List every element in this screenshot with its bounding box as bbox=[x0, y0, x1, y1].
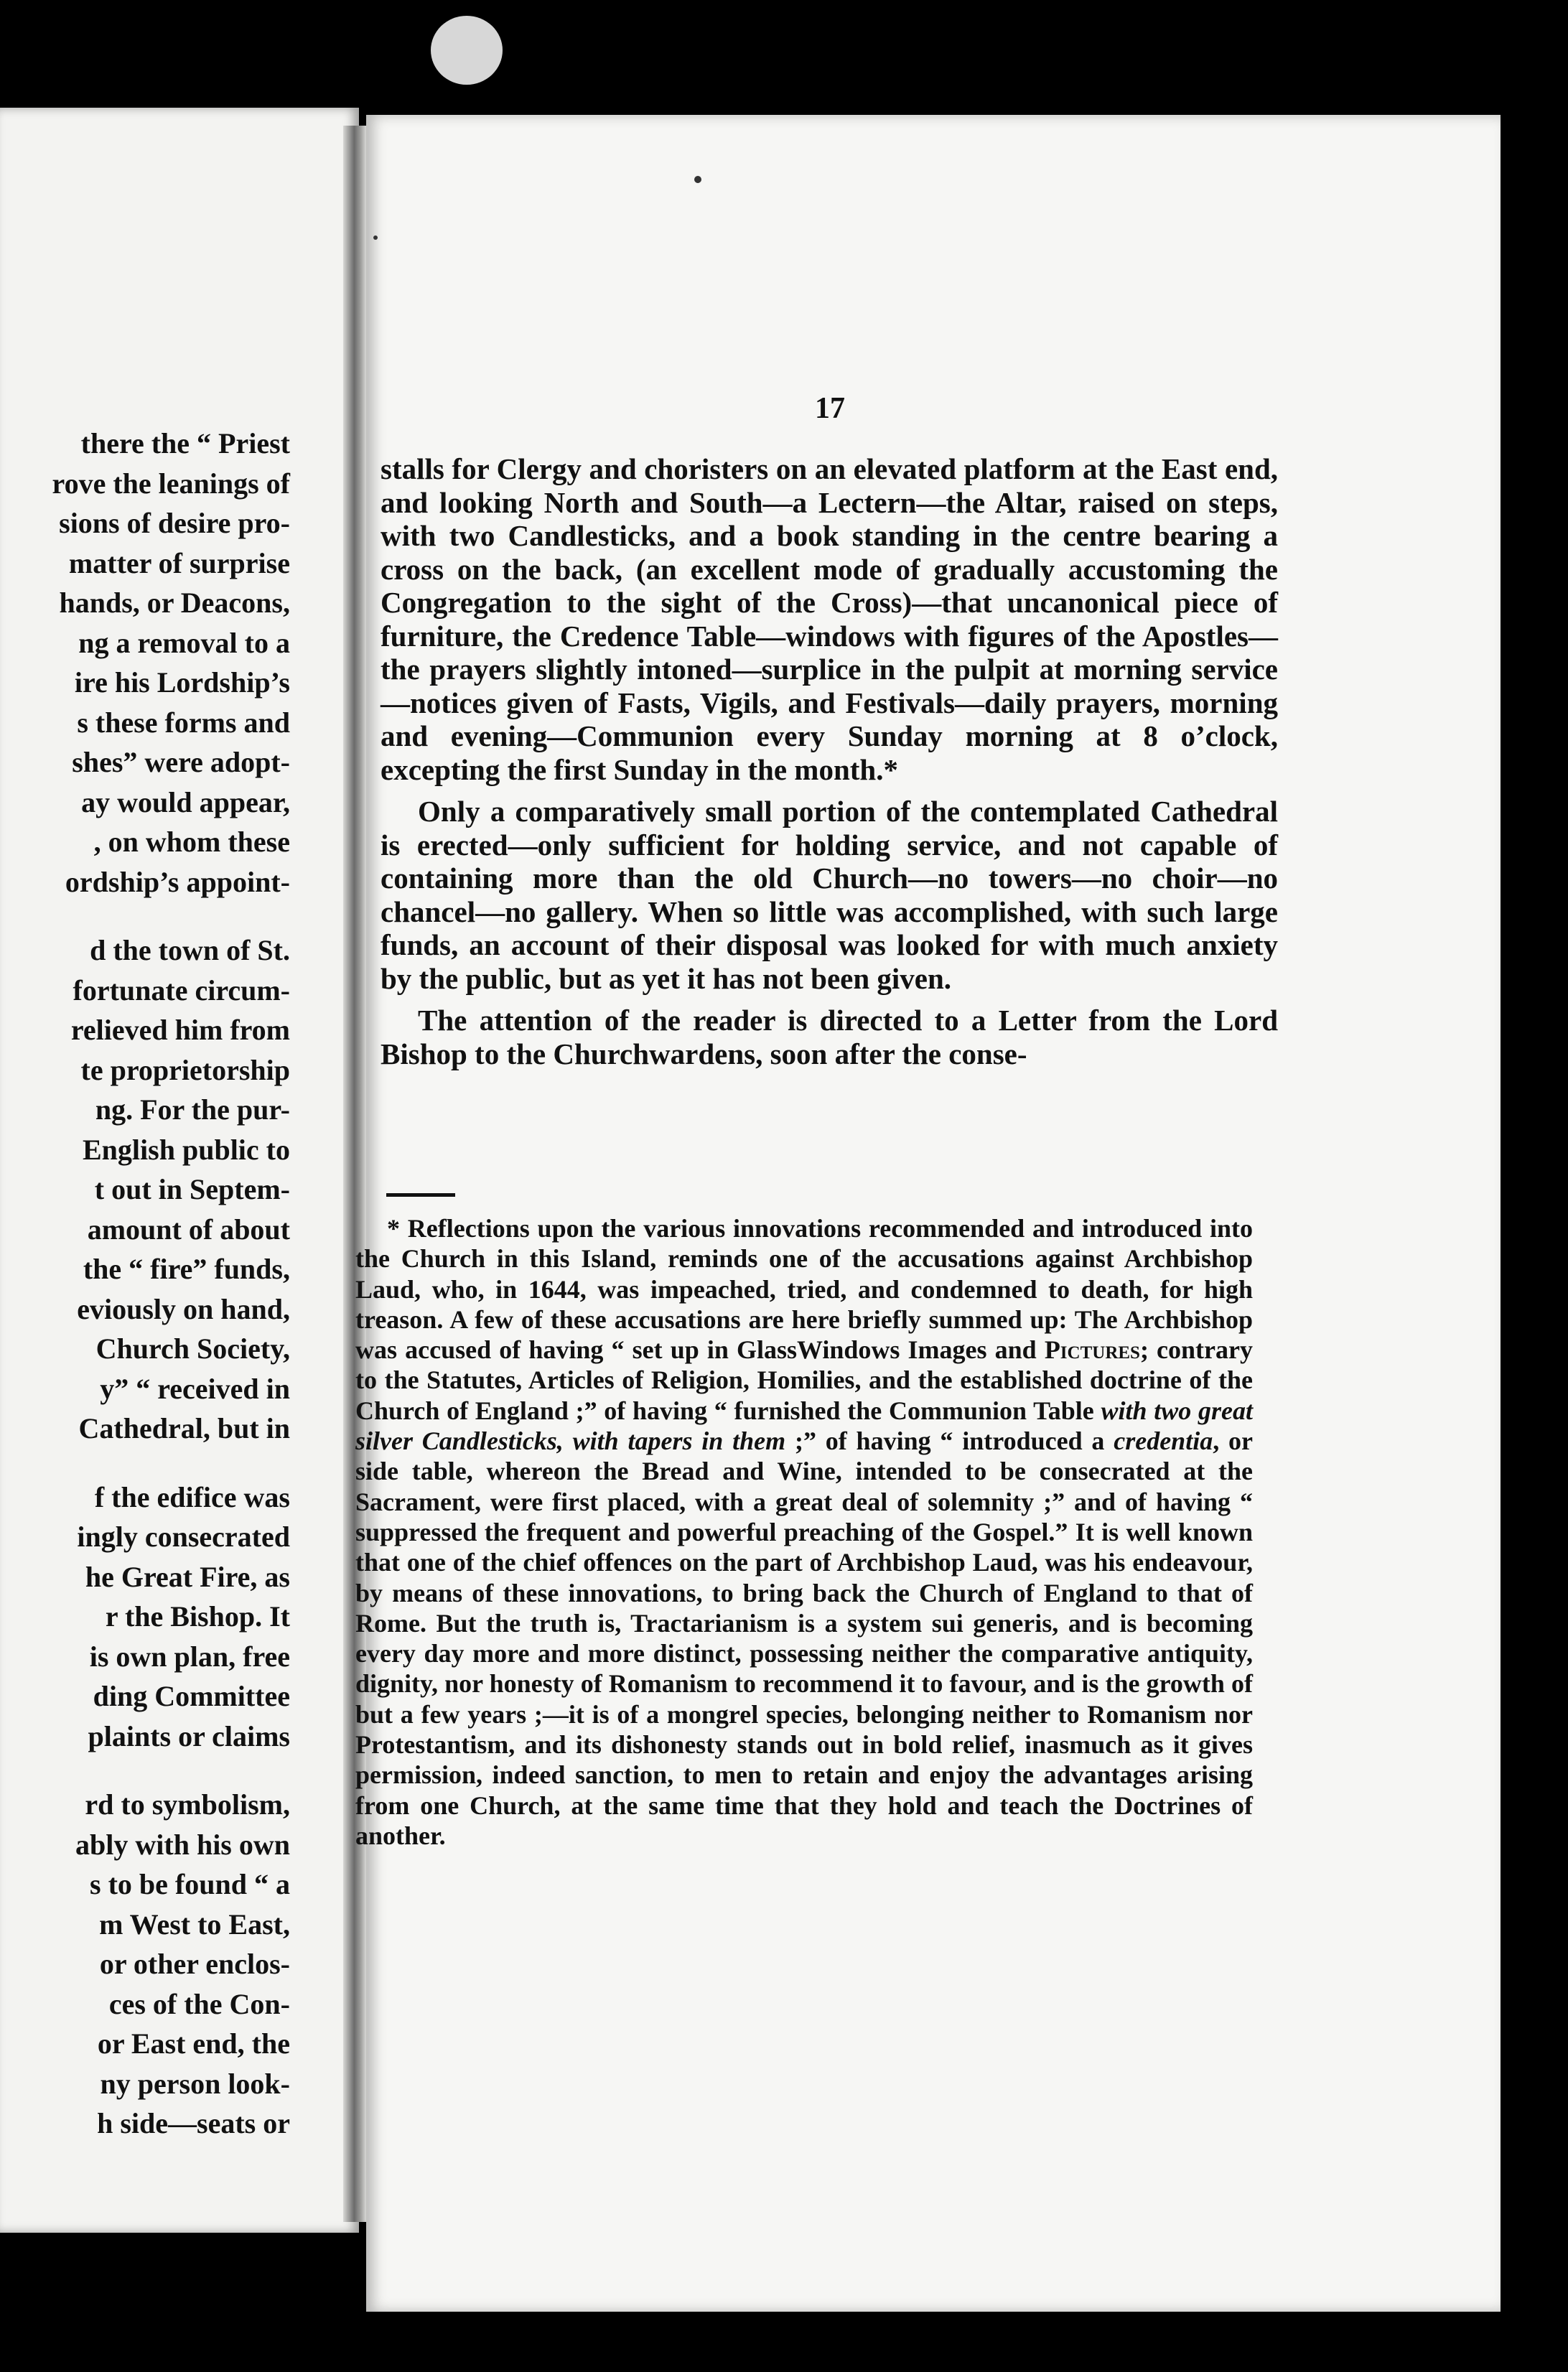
left-page-line: ces of the Con- bbox=[108, 1987, 290, 2020]
left-page-line: te proprietorship bbox=[80, 1053, 290, 1086]
page-mark bbox=[373, 235, 378, 240]
left-page-line: rove the leanings of bbox=[52, 467, 290, 500]
left-page-line: ny person look- bbox=[100, 2067, 290, 2100]
left-page-line: r the Bishop. It bbox=[105, 1600, 290, 1633]
paragraph: The attention of the reader is directed to a Letter from the Lord Bishop to the Churchwardens, soon after the conse- bbox=[381, 1004, 1278, 1070]
left-page-line: ire his Lordship’s bbox=[74, 666, 290, 699]
body-text bbox=[381, 452, 1278, 1079]
footnote-rule bbox=[386, 1193, 455, 1197]
left-page-fragment bbox=[0, 108, 359, 2233]
left-page-line: h side—seats or bbox=[97, 2107, 290, 2139]
scan-top-border bbox=[0, 0, 1568, 108]
left-page-line: plaints or claims bbox=[88, 1719, 290, 1752]
left-page-line: amount of about bbox=[87, 1213, 290, 1246]
left-page-line: fortunate circum- bbox=[73, 973, 290, 1007]
left-page-line: shes” were adopt- bbox=[72, 746, 290, 778]
left-page-line: ding Committee bbox=[93, 1680, 290, 1712]
paragraph-gap bbox=[0, 1756, 290, 1785]
left-page-line: ng. For the pur- bbox=[95, 1093, 290, 1126]
left-page-line: Cathedral, but in bbox=[78, 1412, 290, 1444]
page-number: 17 bbox=[815, 392, 845, 425]
left-page-line: there the “ Priest bbox=[80, 427, 290, 459]
left-page-line: f the edifice was bbox=[94, 1480, 290, 1513]
left-page-line: ay would appear, bbox=[81, 785, 290, 818]
left-page-line: Church Society, bbox=[95, 1332, 290, 1365]
left-page-line: rd to symbolism, bbox=[85, 1788, 290, 1821]
left-page-line: ng a removal to a bbox=[78, 626, 290, 659]
left-page-line: English public to bbox=[82, 1133, 290, 1166]
left-page-line: s to be found “ a bbox=[90, 1868, 290, 1900]
left-page-line: s these forms and bbox=[77, 706, 290, 739]
page-mark bbox=[694, 176, 701, 183]
footnote bbox=[355, 1213, 1253, 1851]
footnote-text: ;” of having “ introduced a bbox=[785, 1427, 1114, 1456]
left-page-line: the “ fire” funds, bbox=[83, 1253, 290, 1285]
left-page-line: sions of desire pro- bbox=[59, 507, 290, 539]
footnote-text: * Reflections upon the various innovations recommended and introduced into the Church in this Island, reminds one of the accusations against Archbishop Laud, who, in 1644, was impeached, tried, and condemned to death, for high treason. A few of these accusations are here briefly summed up: The Archbishop was accused of having “ set up in GlassWindows Images and bbox=[355, 1214, 1253, 1365]
left-page-line: d the town of St. bbox=[90, 934, 290, 966]
paragraph-gap bbox=[0, 902, 290, 930]
left-page-line: or other enclos- bbox=[99, 1948, 290, 1980]
left-page-line: he Great Fire, as bbox=[85, 1560, 290, 1593]
paragraph: Only a comparatively small portion of the contemplated Cathedral is erected—only sufficient for holding service, and not capable of containing more than the old Church—no towers—no choir—no chancel—no gallery. When so little was accomplished, with such large funds, an account of their disposal was looked for with much anxiety by the public, but as yet it has not been given. bbox=[381, 795, 1278, 995]
paragraph-gap bbox=[0, 1449, 290, 1477]
left-page-line: or East end, the bbox=[97, 2027, 290, 2060]
left-page-line: relieved him from bbox=[70, 1014, 290, 1046]
left-page-line: ably with his own bbox=[75, 1828, 290, 1861]
left-page-line: matter of surprise bbox=[68, 546, 290, 579]
left-page-line: m West to East, bbox=[99, 1908, 290, 1941]
left-page-line: y” “ received in bbox=[100, 1372, 290, 1405]
left-page-line: t out in Septem- bbox=[94, 1173, 290, 1205]
left-page-line: eviously on hand, bbox=[77, 1292, 290, 1325]
left-page-line: is own plan, free bbox=[89, 1640, 290, 1673]
footnote-text: ; contrary to the Statutes, Articles of Religion, Homilies, and the established doctrine of the Church of England ;” of having “ furnished the Communion Table bbox=[355, 1335, 1254, 1425]
footnote-italic: with two great silver Candlesticks, with tapers in them bbox=[355, 1396, 1253, 1456]
footnote-text: , or side table, whereon the Bread and Wine, intended to be consecrated at the Sacrament, were first placed, with a great deal of solemnity ;” and of having “ suppressed the frequent and powerful preaching of the Gospel.” It is well known that one of the chief offences on the part of Archbishop Laud, was his endeavour, by means of these innovations, to bring back the Church of England to that of Rome. But the truth is, Tractarianism is a system sui generis, and is becoming every day more and more distinct, possessing neither the comparative antiquity, dignity, nor honesty of Romanism to recommend it to favour, and is the growth of but a few years ;—it is of a mongrel species, belonging neither to Romanism nor Protestantism, and its dishonesty stands out in bold relief, inasmuch as it gives permission, indeed sanction, to men to retain and enjoy the advantages arising from one Church, at the same time that they hold and teach the Doctrines of another. bbox=[355, 1427, 1254, 1850]
left-page-line: hands, or Deacons, bbox=[59, 587, 290, 619]
scan-speck bbox=[431, 16, 503, 85]
paragraph: stalls for Clergy and choristers on an elevated platform at the East end, and looking North and South—a Lectern—the Altar, raised on steps, with two Candlesticks, and a book standing in the centre bearing a cross on the back, (an excellent mode of gradually accustoming the Congregation to the sight of the Cross)—that uncanonical piece of furniture, the Credence Table—windows with figures of the Apostles—the prayers slightly intoned—surplice in the pulpit at morning service—notices given of Fasts, Vigils, and Festivals—daily prayers, morning and evening—Communion every Sunday morning at 8 o’clock, excepting the first Sunday in the month.* bbox=[381, 452, 1278, 786]
left-page-line: ingly consecrated bbox=[77, 1521, 290, 1553]
footnote-italic: credentia bbox=[1114, 1427, 1213, 1456]
footnote-smallcaps: Pictures bbox=[1044, 1335, 1140, 1365]
left-page-line: ordship’s appoint- bbox=[65, 865, 290, 898]
book-spine-gutter bbox=[343, 126, 368, 2222]
left-page-line: , on whom these bbox=[93, 826, 290, 858]
left-page-text bbox=[0, 424, 290, 2144]
